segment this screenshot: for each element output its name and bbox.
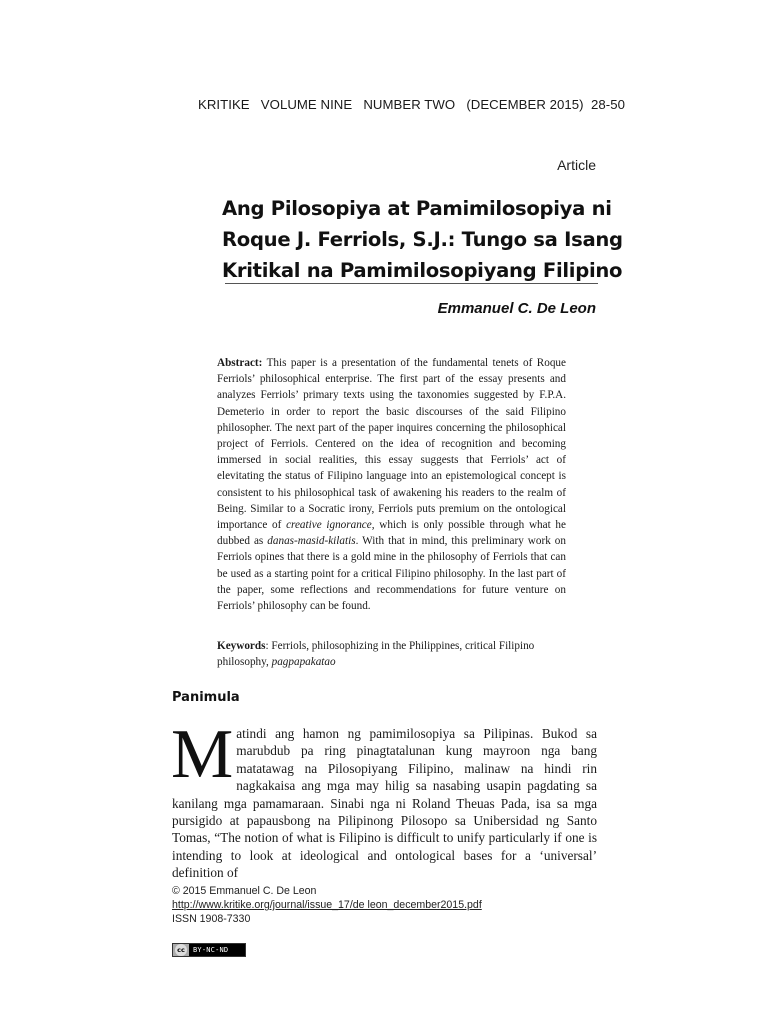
keywords-text: Ferriols, philosophizing in the Philippines, critical Filipino philosophy, (217, 640, 535, 669)
abstract-label: Abstract: (217, 357, 263, 369)
copyright-notice: © 2015 Emmanuel C. De Leon (172, 885, 317, 897)
title-divider (225, 283, 598, 284)
keywords-colon: : (265, 640, 272, 652)
drop-cap: M (171, 716, 234, 793)
abstract (217, 355, 566, 614)
section-heading: Panimula (172, 690, 240, 705)
article-url-link[interactable]: http://www.kritike.org/journal/issue_17/de leon_december2015.pdf (172, 899, 482, 911)
abstract-italic-1: creative ignorance, (286, 519, 375, 532)
running-head: KRITIKE VOLUME NINE NUMBER TWO (DECEMBER 2015) 28-50 (198, 97, 625, 112)
title-line-2: Roque J. Ferriols, S.J.: Tungo sa Isang (222, 228, 623, 251)
creative-commons-icon: cc (175, 944, 187, 956)
article-type-label: Article (557, 157, 596, 173)
footer (172, 884, 482, 926)
license-text: BY-NC-ND (193, 946, 229, 954)
title-line-1: Ang Pilosopiya at Pamimilosopiya ni (222, 197, 612, 220)
keywords-label: Keywords (217, 640, 266, 652)
abstract-text-3: . With that in mind, this preliminary work on Ferriols opines that there is a gold mine in the philosophy of Ferriols that can be used as a starting point for a critical Filipino philosophy. In the last part of the paper, some reflections and recommendations for future venture on Ferriols’ philosophy can be found. (217, 535, 566, 613)
keywords-italic: pagpapakatao (271, 656, 336, 669)
keywords (217, 638, 566, 670)
abstract-text-2: which is only possible through what he dubbed as (217, 519, 566, 548)
cc-license-badge[interactable] (172, 943, 246, 957)
article-title (222, 193, 623, 286)
body-text: atindi ang hamon ng pamimilosopiya sa Pilipinas. Bukod sa marubdub pa ring pinagtatalunan kung mayroon nga bang matatawag na Pilosopiyang Filipino, malinaw na hindi rin nagkakaisa ang mga may hilig sa nasabing usapin pagdating sa kanilang mga pamamaraan. Sinabi nga ni Roland Theuas Pada, isa sa mga pursigido at papausbong na Pilipinong Pilosopo sa Unibersidad ng Santo Tomas, “The notion of what is Filipino is difficult to unify particularly if one is intending to look at ideological and ontological bases for a ‘universal’ definition of (172, 726, 597, 881)
issn: ISSN 1908-7330 (172, 913, 251, 925)
abstract-italic-2: danas-masid-kilatis (267, 535, 356, 548)
body-paragraph (171, 716, 597, 882)
title-line-3: Kritikal na Pamimilosopiyang Filipino (222, 259, 623, 282)
author-name: Emmanuel C. De Leon (437, 300, 596, 317)
abstract-text-1: This paper is a presentation of the fundamental tenets of Roque Ferriols’ philosophical enterprise. The first part of the essay presents and analyzes Ferriols’ primary texts using the taxonomies suggested by F.P.A. Demeterio in order to report the basic discourses of the said Filipino philosopher. The next part of the paper inquires concerning the philosophical project of Ferriols. Centered on the idea of recognition and becoming immersed in social realities, this essay suggests that Ferriols’ act of elevitating the status of Filipino language into an epistemological concept is consistent to his philosophical task of awakening his readers to the realm of Being. Similar to a Socratic irony, Ferriols puts premium on the ontological importance of (217, 357, 566, 532)
